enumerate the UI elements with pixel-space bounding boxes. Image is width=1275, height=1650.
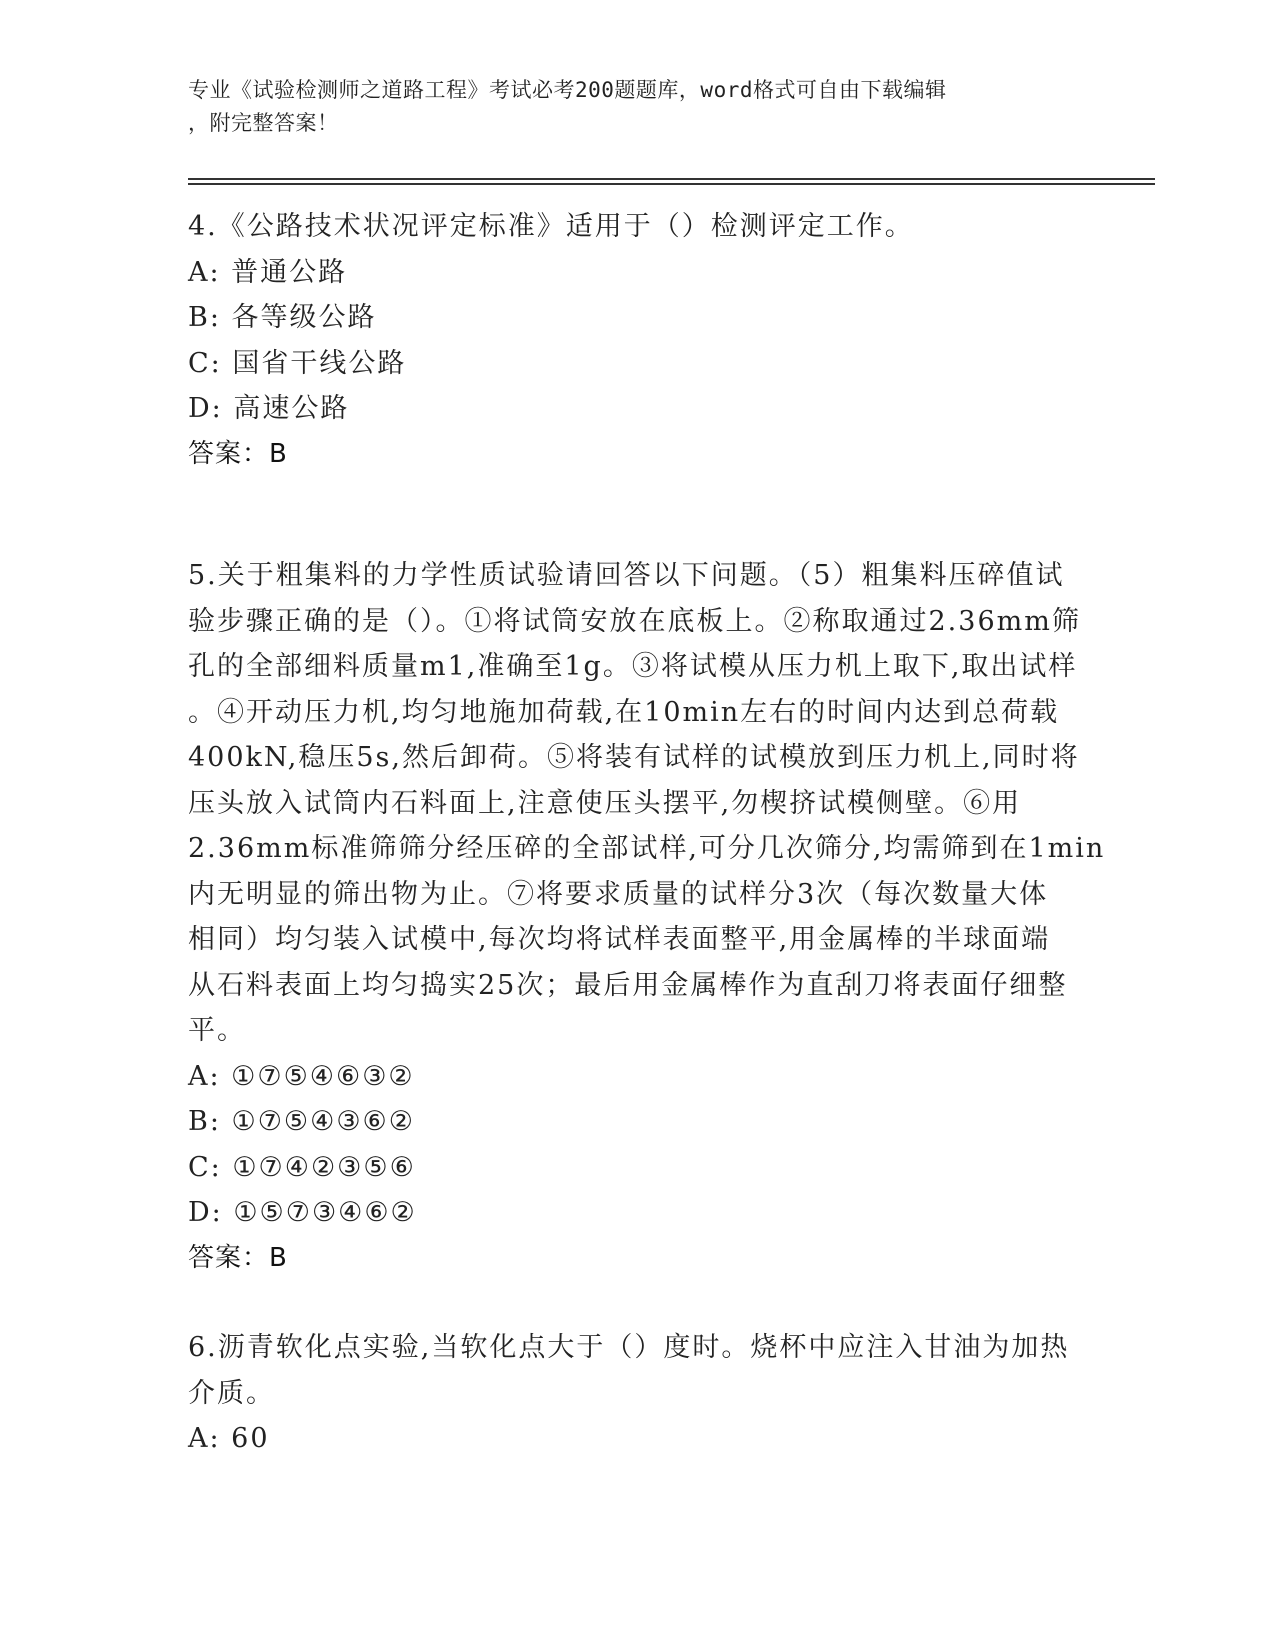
answer-label: 答案：B bbox=[188, 1242, 288, 1273]
question-stem bbox=[188, 553, 1106, 1054]
header-line-1: 专业《试验检测师之道路工程》考试必考200题题库，word格式可自由下载编辑 bbox=[188, 78, 947, 102]
stem-line: 孔的全部细料质量m1,准确至1g。③将试模从压力机上取下,取出试样 bbox=[188, 651, 1078, 682]
stem-line: 5.关于粗集料的力学性质试验请回答以下问题。（5）粗集料压碎值试 bbox=[188, 560, 1065, 591]
stem-line: 4.《公路技术状况评定标准》适用于（）检测评定工作。 bbox=[188, 211, 914, 242]
answer-label: 答案：B bbox=[188, 438, 288, 469]
header-line-2: ，附完整答案！ bbox=[188, 111, 339, 135]
header-rule-bottom bbox=[188, 183, 1155, 185]
question-6 bbox=[188, 1325, 1078, 1462]
stem-line: 压头放入试筒内石料面上,注意使压头摆平,勿楔挤试模侧壁。⑥用 bbox=[188, 787, 1022, 819]
question-5 bbox=[188, 553, 1106, 1281]
option-a: A: 60 bbox=[188, 1423, 270, 1454]
option-a: A: 普通公路 bbox=[188, 256, 348, 288]
option-c: C: ①⑦④②③⑤⑥ bbox=[188, 1151, 416, 1183]
option-d: D: ①⑤⑦③④⑥② bbox=[188, 1197, 417, 1228]
stem-line: 内无明显的筛出物为止。⑦将要求质量的试样分3次（每次数量大体 bbox=[188, 878, 1049, 910]
stem-line: 从石料表面上均匀捣实25次；最后用金属棒作为直刮刀将表面仔细整 bbox=[188, 969, 1068, 1001]
header-rule-top bbox=[188, 178, 1155, 180]
option-b: B: ①⑦⑤④③⑥② bbox=[188, 1106, 415, 1137]
stem-line: 平。 bbox=[188, 1015, 246, 1046]
stem-line: 相同）均匀装入试模中,每次均将试样表面整平,用金属棒的半球面端 bbox=[188, 924, 1051, 955]
stem-line: 介质。 bbox=[188, 1377, 275, 1409]
question-stem bbox=[188, 204, 1078, 250]
stem-line: 。④开动压力机,均匀地施加荷载,在10min左右的时间内达到总荷载 bbox=[188, 696, 1060, 728]
stem-line: 400kN,稳压5s,然后卸荷。⑤将装有试样的试模放到压力机上,同时将 bbox=[188, 742, 1080, 773]
option-d: D: 高速公路 bbox=[188, 393, 350, 424]
stem-line: 验步骤正确的是（）。①将试筒安放在底板上。②称取通过2.36mm筛 bbox=[188, 605, 1081, 637]
option-c: C: 国省干线公路 bbox=[188, 347, 407, 379]
option-b: B: 各等级公路 bbox=[188, 302, 377, 333]
stem-line: 2.36mm标准筛筛分经压碎的全部试样,可分几次筛分,均需筛到在1min bbox=[188, 833, 1106, 864]
document-header bbox=[188, 74, 1088, 140]
option-a: A: ①⑦⑤④⑥③② bbox=[188, 1060, 415, 1092]
stem-line: 6.沥青软化点实验,当软化点大于（）度时。烧杯中应注入甘油为加热 bbox=[188, 1332, 1070, 1363]
question-4 bbox=[188, 204, 1078, 477]
question-stem bbox=[188, 1325, 1078, 1416]
